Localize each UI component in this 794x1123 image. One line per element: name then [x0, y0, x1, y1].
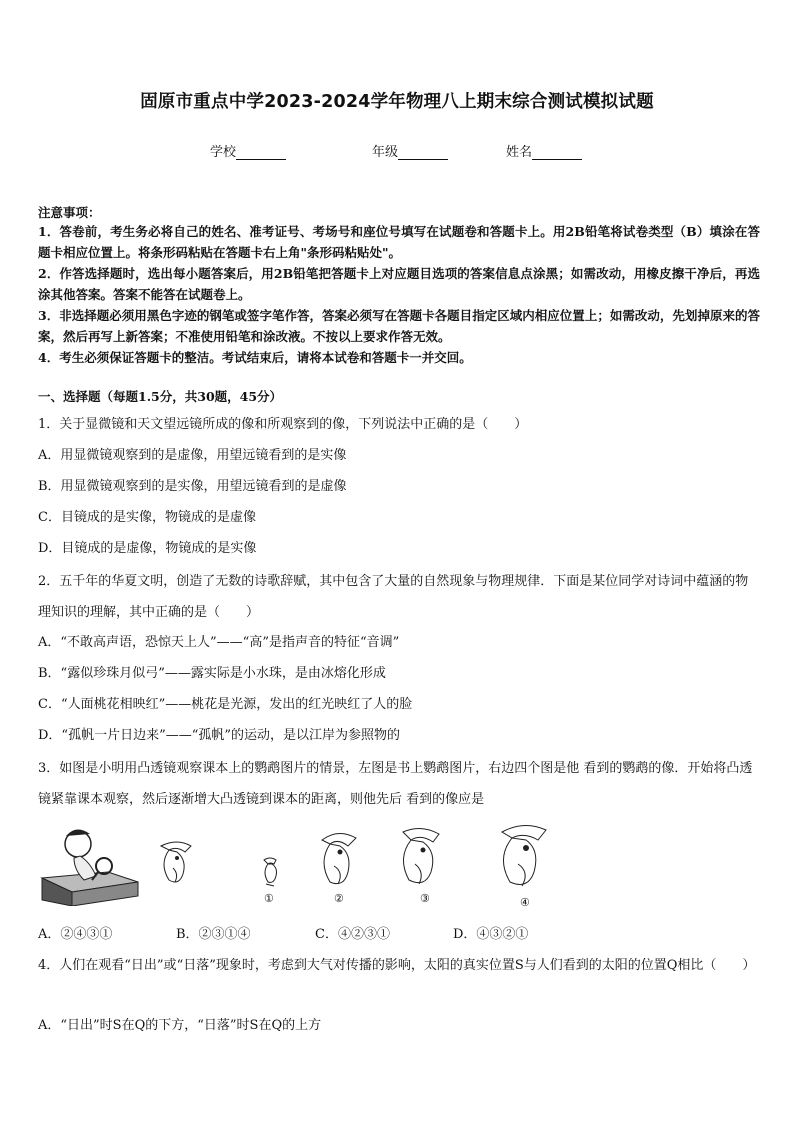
note-item: 1．答卷前，考生务必将自己的姓名、准考证号、考场号和座位号填写在试题卷和答题卡上。用2B铅笔将试卷类型（B）填涂在答题卡相应位置上。将条形码粘贴在答题卡右上角"条形码粘贴处"。 [38, 224, 760, 260]
parrot-image-3 [393, 826, 449, 892]
question-2-stem: 2．五千年的华夏文明，创造了无数的诗歌辞赋，其中包含了大量的自然现象与物理规律．下面是某位同学对诗词中蕴涵的物理知识的理解，其中正确的是（ ） [38, 574, 749, 620]
question-3-figure [38, 822, 598, 914]
school-blank [236, 145, 286, 160]
parrot-image-4 [494, 822, 554, 894]
name-blank [532, 145, 582, 160]
name-label: 姓名 [506, 145, 533, 160]
parrot-image-1 [256, 856, 286, 890]
grade-blank [398, 145, 448, 160]
notes-heading: 注意事项： [38, 205, 101, 220]
parrot-image-2 [316, 828, 362, 892]
section-heading: 一、选择题（每题1.5分，共30题，45分） [38, 389, 283, 404]
note-item: 3．非选择题必须用黑色字迹的钢笔或签字笔作答，答案必须写在答题卡各题目指定区域内相应位置上；如需改动，先划掉原来的答案，然后再写上新答案；不准使用铅笔和涂改液。不按以上要求作答无效。 [38, 308, 760, 344]
question-4-stem: 4．人们在观看“日出”或“日落”现象时，考虑到大气对传播的影响，太阳的真实位置S与人们看到的太阳的位置Q相比（ ） [38, 958, 756, 973]
question-3-option-c: C．④②③① [315, 927, 390, 942]
name-field [506, 141, 582, 160]
question-4-option-a: A．“日出”时S在Q的下方，“日落”时S在Q的上方 [38, 1018, 322, 1033]
page-title: 固原市重点中学2023-2024学年物理八上期末综合测试模拟试题 [140, 92, 654, 112]
question-2-option-a: A．“不敢高声语，恐惊天上人”——“高”是指声音的特征“音调” [38, 635, 400, 650]
school-field [210, 141, 286, 160]
question-3-option-b: B．②③①④ [176, 927, 251, 942]
parrot-label-1: ① [264, 892, 274, 905]
question-1-option-d: D．目镜成的是虚像，物镜成的是实像 [38, 541, 257, 556]
question-1-option-c: C．目镜成的是实像，物镜成的是虚像 [38, 510, 256, 525]
parrot-label-3: ③ [420, 892, 430, 905]
question-3-option-a: A．②④③① [38, 927, 113, 942]
question-2-option-b: B．“露似珍珠月似弓”——露实际是小水珠，是由冰熔化形成 [38, 666, 386, 681]
grade-field [372, 141, 448, 160]
grade-label: 年级 [372, 145, 399, 160]
boy-with-magnifier-illustration [38, 822, 142, 906]
school-label: 学校 [210, 145, 237, 160]
question-3-stem: 3．如图是小明用凸透镜观察课本上的鹦鹉图片的情景，左图是书上鹦鹉图片，右边四个图是他 看到的鹦鹉的像．开始将凸透镜紧靠课本观察，然后逐渐增大凸透镜到课本的距离，则他先后 看到的像应是 [38, 761, 753, 807]
question-2-option-d: D．“孤帆一片日边来”——“孤帆”的运动，是以江岸为参照物的 [38, 728, 401, 743]
note-item: 2．作答选择题时，选出每小题答案后，用2B铅笔把答题卡上对应题目选项的答案信息点涂黑；如需改动，用橡皮擦干净后，再选涂其他答案。答案不能答在试题卷上。 [38, 266, 760, 302]
question-1-option-a: A．用显微镜观察到的是虚像，用望远镜看到的是实像 [38, 448, 347, 463]
note-item: 4．考生必须保证答题卡的整洁。考试结束后，请将本试卷和答题卡一并交回。 [38, 350, 472, 365]
question-2-option-c: C．“人面桃花相映红”——桃花是光源，发出的红光映红了人的脸 [38, 697, 413, 712]
parrot-label-2: ② [334, 892, 344, 905]
question-3-option-d: D．④③②① [453, 927, 529, 942]
question-1-stem: 1．关于显微镜和天文望远镜所成的像和所观察到的像，下列说法中正确的是（ ） [38, 417, 528, 432]
parrot-label-4: ④ [520, 896, 530, 909]
book-parrot-image [155, 838, 199, 890]
question-1-option-b: B．用显微镜观察到的是实像，用望远镜看到的是虚像 [38, 479, 347, 494]
